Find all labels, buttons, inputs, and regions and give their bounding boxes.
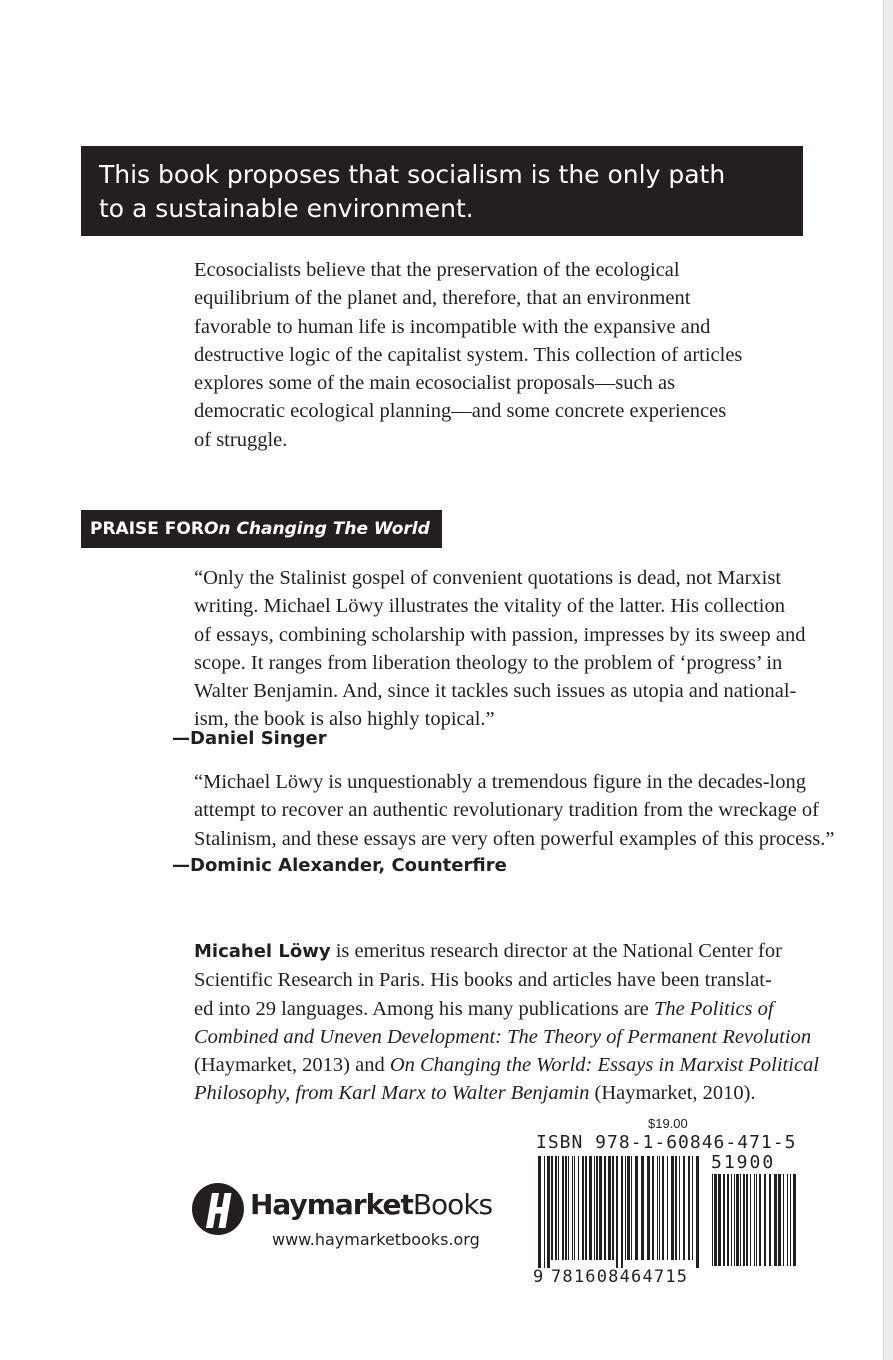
barcode-bar bbox=[718, 1174, 721, 1266]
barcode-bar bbox=[750, 1174, 751, 1266]
page-edge-strip bbox=[883, 0, 893, 1360]
barcode-bar bbox=[675, 1156, 677, 1260]
barcode-bar bbox=[746, 1174, 748, 1266]
barcode-bar bbox=[568, 1156, 569, 1260]
barcode-bar bbox=[683, 1156, 685, 1260]
barcode-bar bbox=[659, 1156, 660, 1260]
barcode-bar bbox=[621, 1156, 623, 1268]
barcode-bar bbox=[692, 1156, 693, 1260]
barcode-bar bbox=[538, 1156, 541, 1268]
intro-line: Ecosocialists believe that the preservation of the ecological bbox=[194, 259, 680, 281]
barcode-bar bbox=[740, 1174, 741, 1266]
addon-barcode bbox=[711, 1174, 797, 1268]
barcode-bar bbox=[596, 1156, 598, 1260]
barcode-bar bbox=[688, 1156, 690, 1260]
barcode-bar bbox=[647, 1156, 650, 1260]
barcode-bar bbox=[582, 1156, 584, 1260]
bio-text: (Haymarket, 2010). bbox=[589, 1082, 756, 1105]
barcode-bar bbox=[572, 1156, 573, 1260]
barcode-bar bbox=[608, 1156, 611, 1260]
bio-text: ed into 29 languages. Among his many publications are bbox=[194, 997, 655, 1020]
quote-attribution-2: —Dominic Alexander, Counterfire bbox=[172, 855, 507, 876]
barcode-bar bbox=[662, 1156, 664, 1260]
publisher-name-regular: Books bbox=[412, 1188, 493, 1221]
barcode-bar bbox=[759, 1174, 761, 1266]
praise-label: PRAISE FOR bbox=[90, 519, 204, 539]
barcode-bar bbox=[604, 1156, 606, 1260]
bio-book-title: On Changing the World: Essays in Marxist Political bbox=[389, 1054, 819, 1077]
barcode-bar bbox=[712, 1174, 713, 1266]
publisher-name-bold: Haymarket bbox=[250, 1188, 413, 1221]
barcode-bar bbox=[625, 1156, 626, 1260]
barcode-bar bbox=[616, 1156, 618, 1268]
praise-book-title: On Changing The World bbox=[203, 519, 430, 539]
barcode-bar bbox=[774, 1174, 777, 1266]
barcode-bar bbox=[736, 1174, 739, 1266]
ean-remaining-digits: 781608464715 bbox=[551, 1267, 689, 1287]
price-label: $19.00 bbox=[648, 1116, 688, 1131]
barcode-bar bbox=[769, 1174, 771, 1266]
barcode-bar bbox=[714, 1174, 717, 1266]
barcode-bar bbox=[562, 1156, 564, 1260]
intro-line: democratic ecological planning—and some concrete experiences bbox=[194, 400, 727, 423]
intro-line: equilibrium of the planet and, therefore, that an environment bbox=[194, 287, 691, 310]
bio-book-title: Philosophy, from Karl Marx to Walter Benjamin bbox=[194, 1082, 590, 1105]
quote-line: attempt to recover an authentic revolutionary tradition from the wreckage of bbox=[194, 799, 819, 822]
quote-line: Stalinism, and these essays are very often powerful examples of this process.” bbox=[194, 827, 835, 850]
barcode-bar bbox=[578, 1156, 579, 1260]
barcode-bar bbox=[723, 1174, 725, 1266]
publisher-logo bbox=[190, 1178, 493, 1258]
bio-book-title: Combined and Uneven Development: The Theory of Permanent Revolution bbox=[194, 1025, 812, 1048]
bio-text: is emeritus research director at the National Center for bbox=[330, 940, 782, 962]
author-bio bbox=[194, 937, 819, 1108]
barcode-bar bbox=[743, 1174, 745, 1266]
barcode-bar bbox=[734, 1174, 735, 1266]
barcode-bar bbox=[667, 1156, 668, 1260]
praise-quote-2 bbox=[194, 768, 835, 853]
barcode-bar bbox=[565, 1156, 567, 1260]
intro-line: destructive logic of the capitalist system. This collection of articles bbox=[194, 343, 743, 366]
headline-line-1: This book proposes that socialism is the only path bbox=[99, 160, 726, 189]
headline-line-2: to a sustainable environment. bbox=[99, 194, 474, 223]
bio-book-title: The Politics of bbox=[654, 997, 774, 1020]
intro-paragraph bbox=[194, 256, 804, 454]
author-name: Micahel Löwy bbox=[194, 941, 331, 962]
barcode-bar bbox=[754, 1174, 755, 1266]
ean-first-digit: 9 bbox=[533, 1267, 544, 1287]
quote-line: “Only the Stalinist gospel of convenient quotations is dead, not Marxist bbox=[194, 567, 782, 589]
headline-banner bbox=[81, 146, 803, 236]
quote-line: “Michael Löwy is unquestionably a tremendous figure in the decades-long bbox=[194, 771, 806, 793]
bio-line bbox=[194, 1079, 809, 1107]
barcode-bar bbox=[558, 1156, 559, 1260]
intro-line: explores some of the main ecosocialist proposals—such as bbox=[194, 372, 676, 395]
barcode-bar bbox=[793, 1174, 796, 1266]
barcode-bar bbox=[787, 1174, 788, 1266]
barcode-bar bbox=[727, 1174, 729, 1266]
quote-line: Walter Benjamin. And, since it tackles such issues as utopia and national- bbox=[194, 680, 797, 703]
barcode-bar bbox=[671, 1156, 674, 1260]
isbn-label: ISBN 978-1-60846-471-5 bbox=[536, 1132, 797, 1153]
addon-digits: 51900 bbox=[711, 1152, 776, 1173]
bio-line bbox=[194, 1051, 819, 1079]
barcode-bar bbox=[731, 1174, 732, 1266]
barcode-bar bbox=[612, 1156, 614, 1260]
intro-line: favorable to human life is incompatible with the expansive and bbox=[194, 315, 711, 338]
barcode-bar bbox=[585, 1156, 587, 1260]
publisher-name bbox=[250, 1188, 492, 1221]
barcode-bar bbox=[778, 1174, 781, 1266]
barcode-bar bbox=[589, 1156, 592, 1260]
publisher-url: www.haymarketbooks.org bbox=[272, 1230, 480, 1249]
barcode-bar bbox=[790, 1174, 791, 1266]
barcode-bar bbox=[631, 1156, 632, 1260]
barcode-bar bbox=[641, 1156, 644, 1260]
barcode-bar bbox=[547, 1156, 550, 1268]
barcode-bar bbox=[652, 1156, 654, 1260]
barcode-bar bbox=[594, 1156, 595, 1260]
barcode-bar bbox=[756, 1174, 757, 1266]
quote-line: ism, the book is also highly topical.” bbox=[194, 708, 495, 731]
bio-line bbox=[194, 937, 809, 966]
bio-text: (Haymarket, 2013) and bbox=[194, 1054, 390, 1077]
barcode-bar bbox=[783, 1174, 784, 1266]
barcode-bar bbox=[551, 1156, 553, 1260]
barcode-bar bbox=[679, 1156, 680, 1260]
intro-line: of struggle. bbox=[194, 428, 288, 451]
barcode-bar bbox=[696, 1156, 699, 1268]
barcode-bar bbox=[555, 1156, 557, 1260]
barcode-bar bbox=[764, 1174, 766, 1266]
quote-line: scope. It ranges from liberation theology to the problem of ‘progress’ in bbox=[194, 651, 783, 674]
praise-quote-1 bbox=[194, 564, 809, 734]
ean-barcode bbox=[537, 1156, 699, 1268]
barcode-bar bbox=[544, 1156, 545, 1268]
barcode-bar bbox=[599, 1156, 602, 1260]
barcode-bar bbox=[657, 1156, 658, 1260]
haymarket-h-icon bbox=[190, 1180, 246, 1240]
quote-attribution-1: —Daniel Singer bbox=[172, 728, 327, 749]
barcode-bar bbox=[574, 1156, 575, 1260]
bio-line: Scientific Research in Paris. His books and articles have been translat- bbox=[194, 969, 772, 992]
barcode-bar bbox=[627, 1156, 630, 1260]
bio-line bbox=[194, 995, 809, 1023]
quote-line: writing. Michael Löwy illustrates the vitality of the latter. His collection bbox=[194, 595, 785, 618]
praise-heading bbox=[81, 510, 442, 548]
quote-line: of essays, combining scholarship with passion, impresses by its sweep and bbox=[194, 623, 806, 646]
barcode-bar bbox=[635, 1156, 638, 1260]
